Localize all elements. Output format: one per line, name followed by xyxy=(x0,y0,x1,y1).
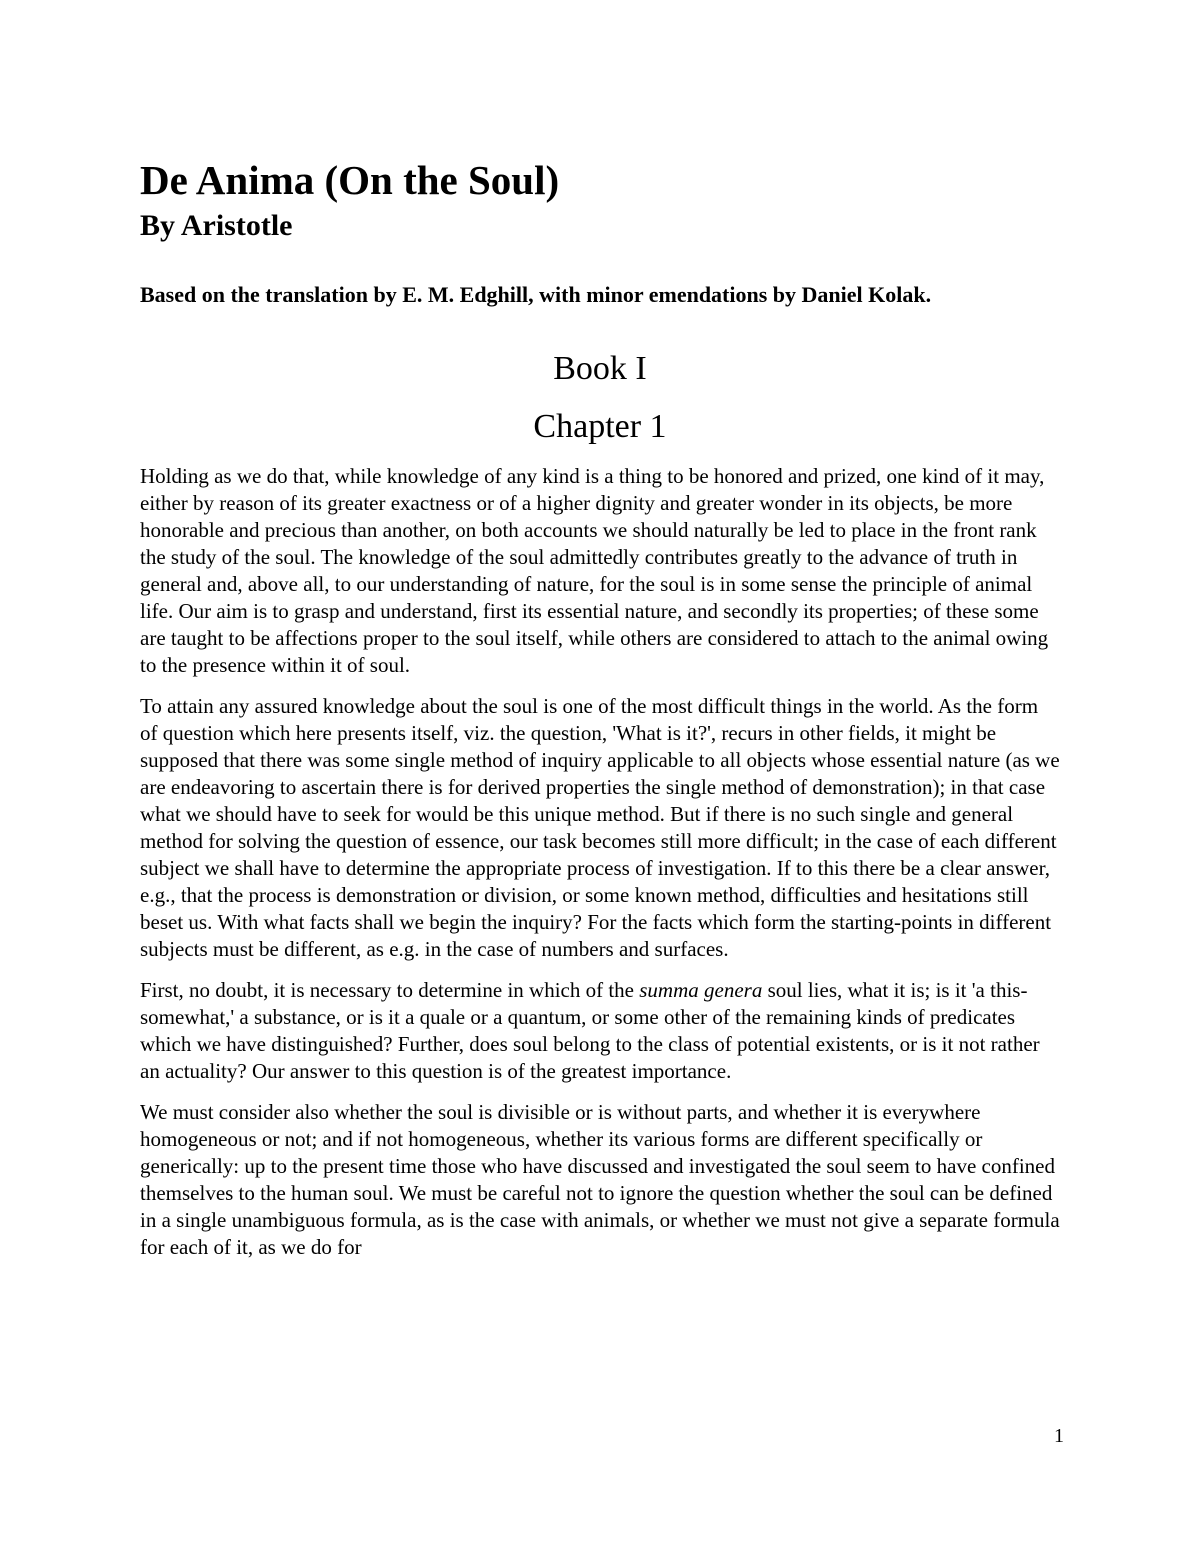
page-content xyxy=(140,156,1060,1261)
document-author: By Aristotle xyxy=(140,209,293,242)
page-number: 1 xyxy=(1054,1425,1064,1447)
paragraph-1: Holding as we do that, while knowledge of any kind is a thing to be honored and prized, one kind of it may, either by reason of its greater exactness or of a higher dignity and greater wonder in its objects, be more honorable and precious than another, on both accounts we should naturally be led to place in the front rank the study of the soul. The knowledge of the soul admittedly contributes greatly to the advance of truth in general and, above all, to our understanding of nature, for the soul is in some sense the principle of animal life. Our aim is to grasp and understand, first its essential nature, and secondly its properties; of these some are taught to be affections proper to the soul itself, while others are considered to attach to the animal owing to the presence within it of soul. xyxy=(140,464,1049,677)
paragraph-3-italic-term: summa genera xyxy=(639,978,763,1002)
translation-note: Based on the translation by E. M. Edghill, with minor emendations by Daniel Kolak. xyxy=(140,282,932,307)
paragraph-3 xyxy=(140,977,1060,1085)
paragraph-2: To attain any assured knowledge about the soul is one of the most difficult things in the world. As the form of question which here presents itself, viz. the question, 'What is it?', recurs in other fields, it might be supposed that there was some single method of inquiry applicable to all objects whose essential nature (as we are endeavoring to ascertain there is for derived properties the single method of demonstration); in that case what we should have to seek for would be this unique method. But if there is no such single and general method for solving the question of essence, our task becomes still more difficult; in the case of each different subject we shall have to determine the appropriate process of investigation. If to this there be a clear answer, e.g., that the process is demonstration or division, or some known method, difficulties and hesitations still beset us. With what facts shall we begin the inquiry? For the facts which form the starting-points in different subjects must be different, as e.g. in the case of numbers and surfaces. xyxy=(140,694,1060,961)
paragraph-3-text-before: First, no doubt, it is necessary to determine in which of the xyxy=(140,978,640,1002)
paragraph-4: We must consider also whether the soul is divisible or is without parts, and whether it is everywhere homogeneous or not; and if not homogeneous, whether its various forms are different specifically or generically: up to the present time those who have discussed and investigated the soul seem to have confined themselves to the human soul. We must be careful not to ignore the question whether the soul can be defined in a single unambiguous formula, as is the case with animals, or whether we must not give a separate formula for each of it, as we do for xyxy=(140,1100,1060,1259)
paragraph-3-text-after: soul lies, what it is; is it 'a this-somewhat,' a substance, or is it a quale or a quantum, or some other of the remaining kinds of predicates which we have distinguished? Further, does soul belong to the class of potential existents, or is it not rather an actuality? Our answer to this question is of the greatest importance. xyxy=(140,978,1040,1083)
document-title: De Anima (On the Soul) xyxy=(140,157,560,203)
book-heading: Book I xyxy=(553,350,647,387)
chapter-heading: Chapter 1 xyxy=(533,408,667,445)
